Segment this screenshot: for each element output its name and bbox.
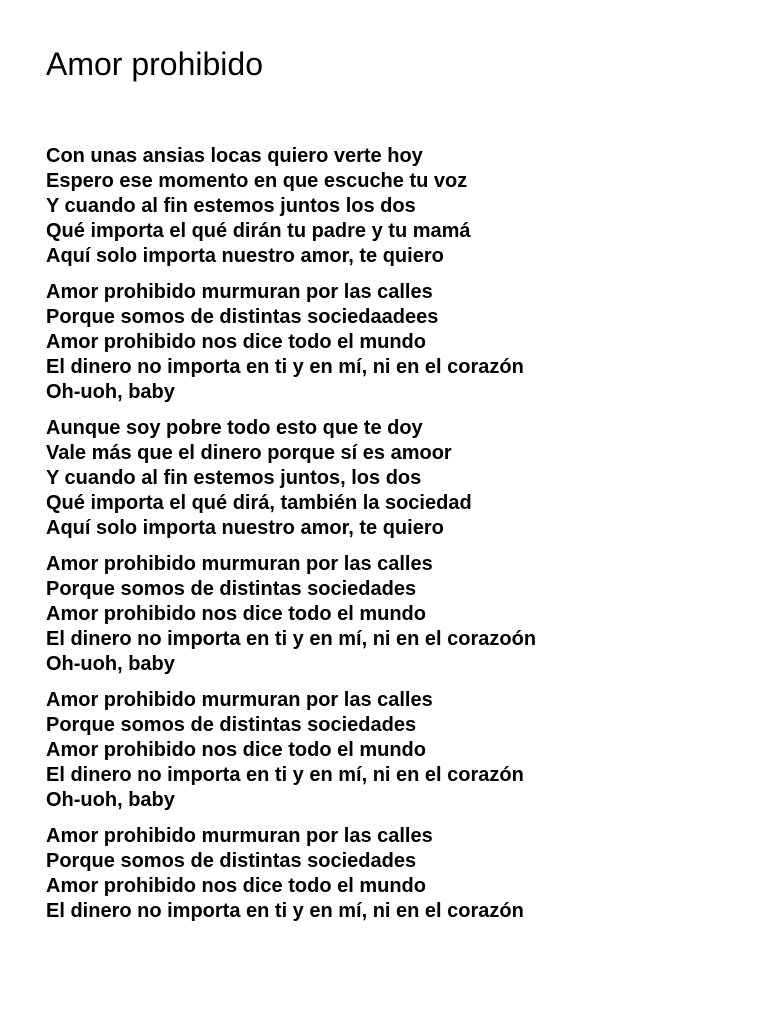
lyric-line: Amor prohibido nos dice todo el mundo: [46, 603, 426, 625]
lyric-line: Porque somos de distintas sociedades: [46, 850, 417, 872]
stanza: [46, 280, 536, 405]
lyric-line: Amor prohibido nos dice todo el mundo: [46, 739, 426, 761]
lyric-line: Amor prohibido murmuran por las calles: [46, 689, 433, 711]
lyric-line: El dinero no importa en ti y en mí, ni en el corazón: [46, 900, 524, 922]
lyric-line: Porque somos de distintas sociedaadees: [46, 306, 439, 328]
lyric-line: Con unas ansias locas quiero verte hoy: [46, 145, 423, 167]
lyric-line: Y cuando al fin estemos juntos, los dos: [46, 467, 422, 489]
lyric-line: Amor prohibido murmuran por las calles: [46, 825, 433, 847]
lyric-line: Y cuando al fin estemos juntos los dos: [46, 195, 416, 217]
lyric-line: Aunque soy pobre todo esto que te doy: [46, 417, 423, 439]
lyric-line: El dinero no importa en ti y en mí, ni en el corazón: [46, 356, 524, 378]
lyric-line: Aquí solo importa nuestro amor, te quiero: [46, 245, 444, 267]
lyric-line: Oh-uoh, baby: [46, 789, 175, 811]
lyric-line: Amor prohibido murmuran por las calles: [46, 281, 433, 303]
stanza: [46, 416, 536, 541]
lyric-line: El dinero no importa en ti y en mí, ni en el corazón: [46, 764, 524, 786]
lyric-line: Oh-uoh, baby: [46, 653, 175, 675]
lyric-line: Qué importa el qué dirán tu padre y tu mamá: [46, 220, 471, 242]
lyric-line: Amor prohibido nos dice todo el mundo: [46, 875, 426, 897]
lyric-line: Amor prohibido nos dice todo el mundo: [46, 331, 426, 353]
lyric-line: Qué importa el qué dirá, también la sociedad: [46, 492, 472, 514]
lyric-line: Oh-uoh, baby: [46, 381, 175, 403]
page-title: Amor prohibido: [46, 46, 263, 82]
stanza: [46, 688, 536, 813]
lyric-line: Aquí solo importa nuestro amor, te quiero: [46, 517, 444, 539]
stanza: [46, 144, 536, 269]
stanza: [46, 824, 536, 924]
lyric-line: Vale más que el dinero porque sí es amoor: [46, 442, 452, 464]
lyric-line: El dinero no importa en ti y en mí, ni en el corazoón: [46, 628, 537, 650]
lyric-line: Espero ese momento en que escuche tu voz: [46, 170, 468, 192]
lyric-line: Porque somos de distintas sociedades: [46, 578, 417, 600]
lyric-line: Porque somos de distintas sociedades: [46, 714, 417, 736]
lyric-line: Amor prohibido murmuran por las calles: [46, 553, 433, 575]
stanza: [46, 552, 536, 677]
lyrics-body: [46, 144, 536, 935]
